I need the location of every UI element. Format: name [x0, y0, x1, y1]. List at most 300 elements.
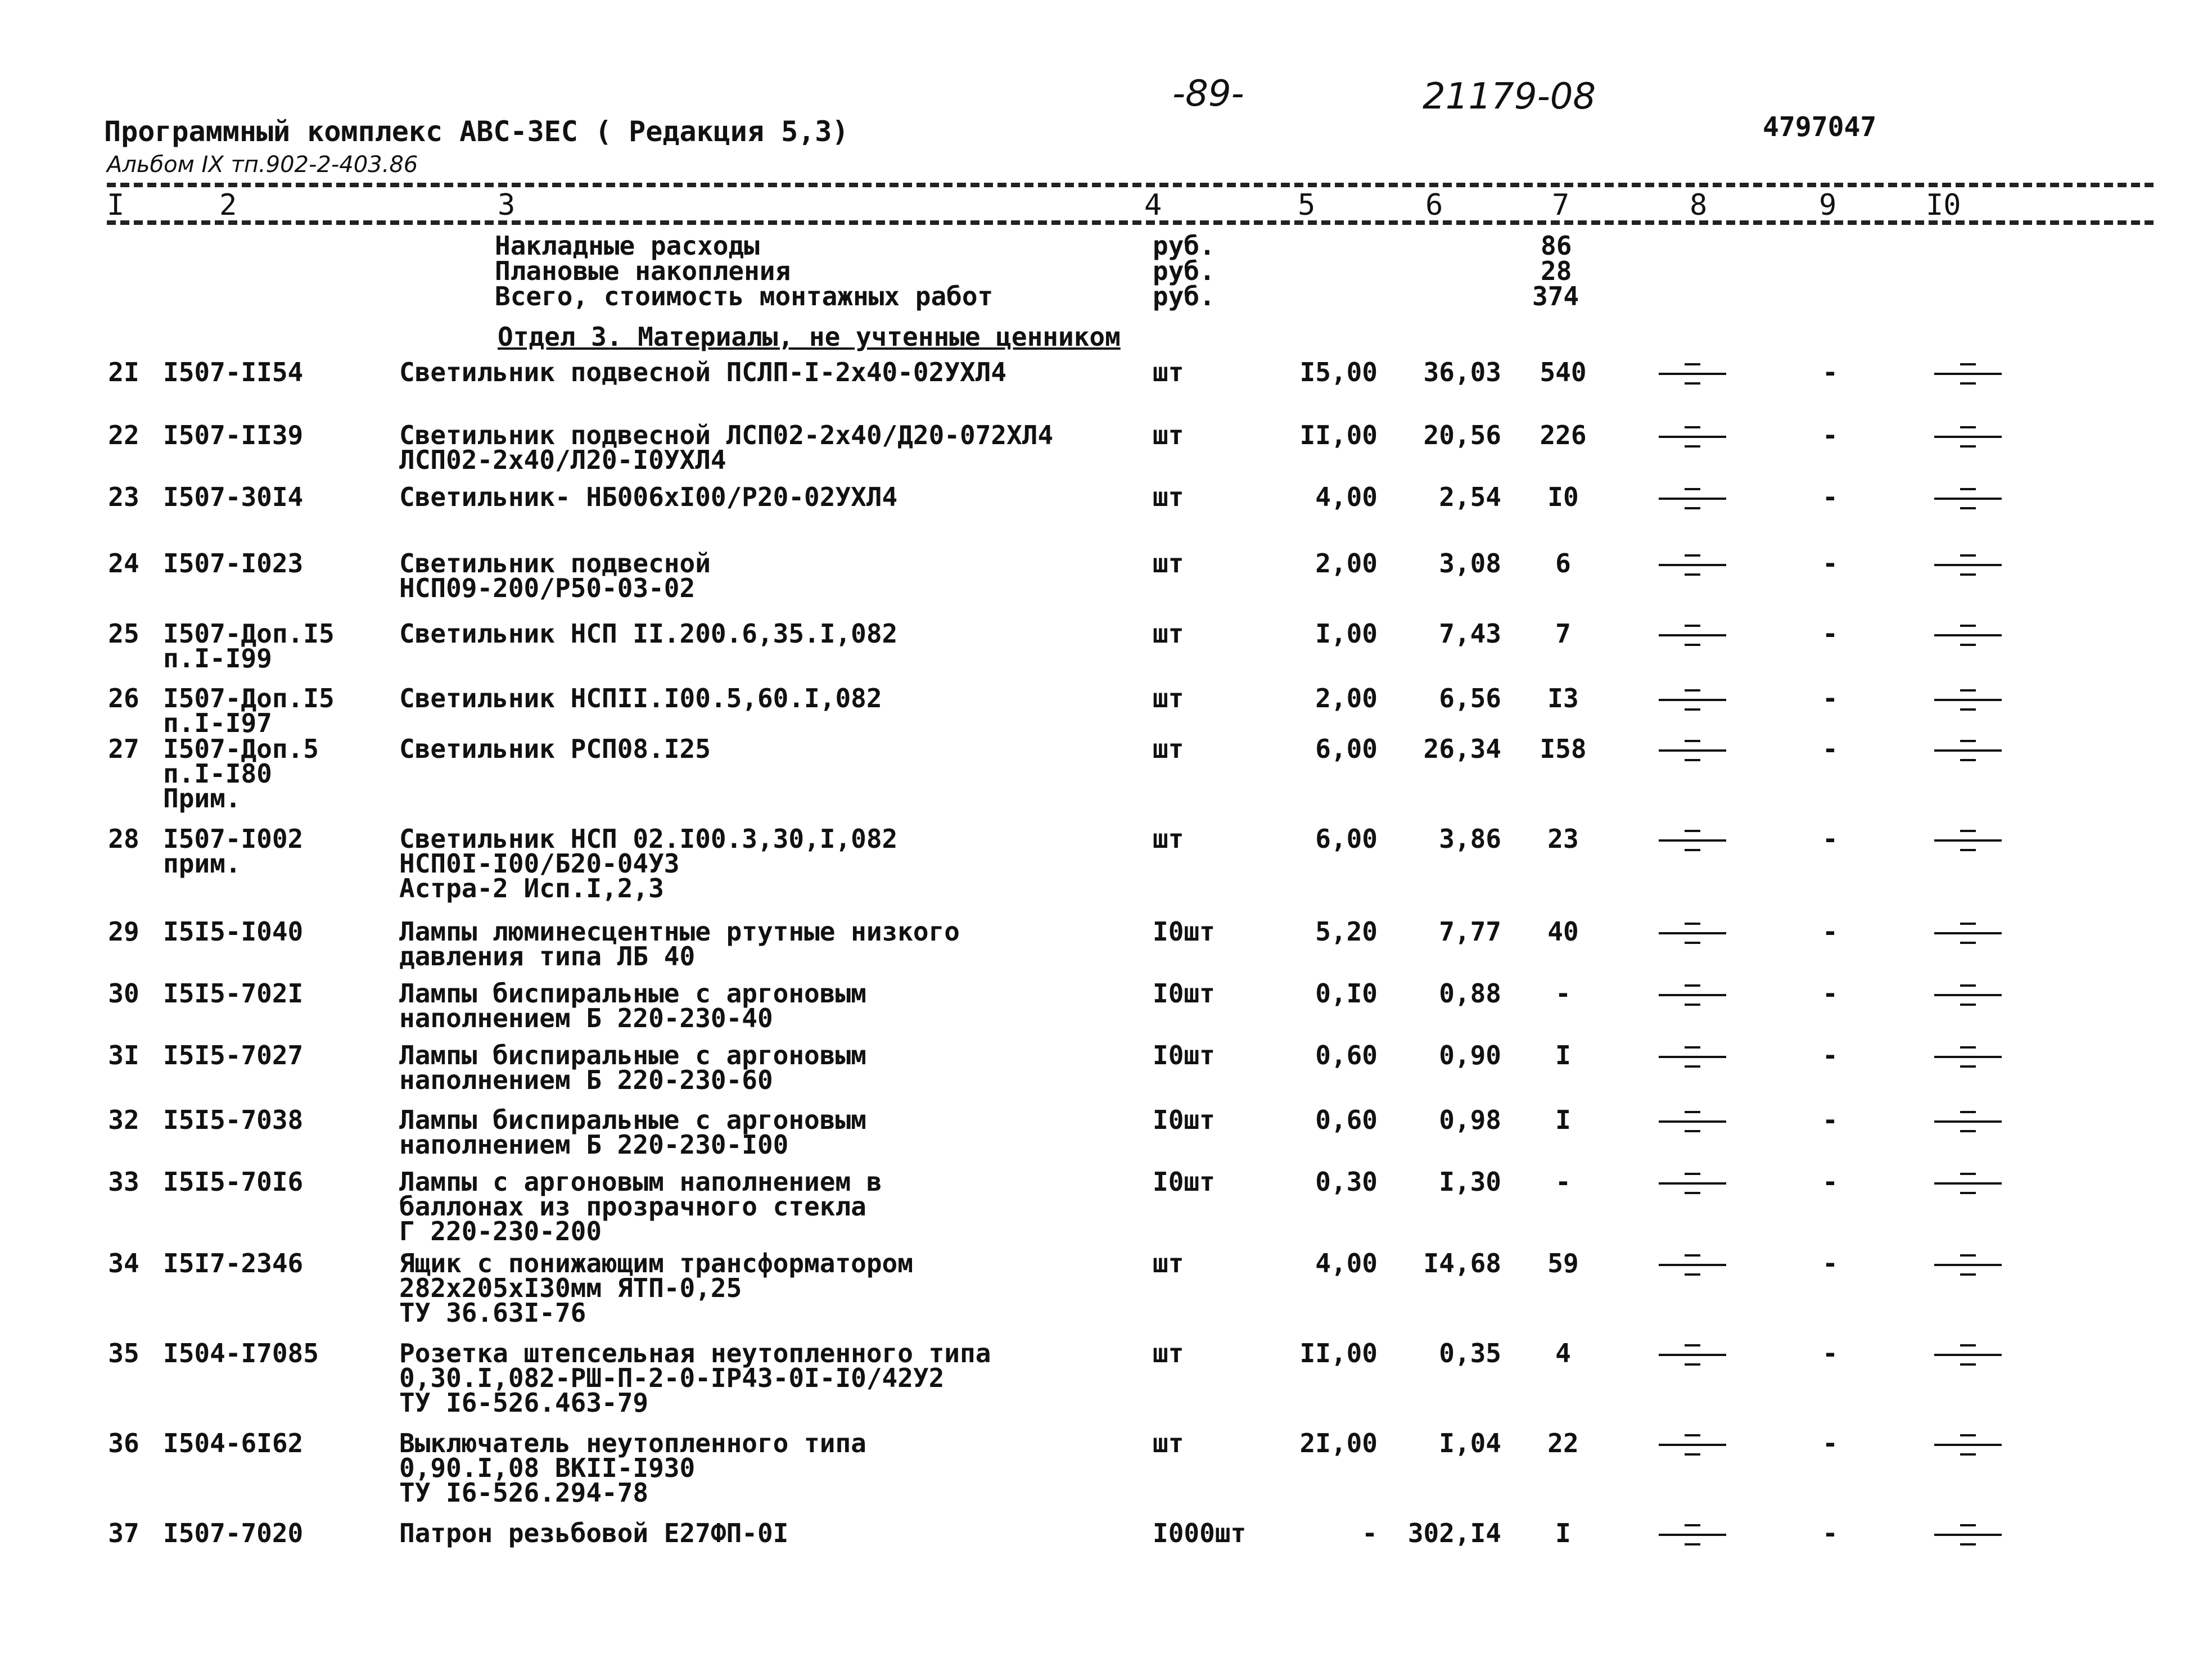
fraction-denominator-dash: [1960, 1543, 1976, 1545]
row-description-line: ЛСП02-2х40/Л20-I0УХЛ4: [399, 445, 726, 475]
row-code-line: Прим.: [163, 783, 241, 814]
fraction-numerator-dash: [1685, 1111, 1700, 1113]
col-9: 9: [1819, 188, 1837, 222]
row-col5: 2I,00: [1299, 1428, 1378, 1458]
fraction-numerator-dash: [1960, 426, 1976, 428]
summary-unit: руб.: [1153, 231, 1215, 261]
album-label: Альбом IX тп.902-2-403.86: [107, 152, 418, 178]
fraction-numerator-dash: [1685, 1173, 1700, 1175]
fraction-denominator-dash: [1960, 1130, 1976, 1132]
fraction-bar: [1659, 1056, 1726, 1058]
fraction-mark: [1934, 683, 2002, 716]
header-bottom-rule: [107, 220, 2154, 225]
row-description-line: Лампы люминесцентные ртутные низкого: [399, 916, 960, 947]
fraction-bar: [1934, 564, 2002, 566]
fraction-numerator-dash: [1960, 740, 1976, 742]
row-unit: I0шт: [1153, 1167, 1215, 1197]
row-description-line: наполнением Б 220-230-I00: [399, 1129, 789, 1160]
row-description-line: НСП09-200/Р50-03-02: [399, 573, 696, 603]
document-code: 21179-08: [1423, 76, 1596, 118]
fraction-denominator-dash: [1960, 759, 1976, 761]
fraction-numerator-dash: [1960, 689, 1976, 692]
row-code-line: I5I7-2346: [163, 1248, 304, 1278]
fraction-numerator-dash: [1960, 1524, 1976, 1526]
fraction-bar: [1934, 699, 2002, 701]
fraction-numerator-dash: [1960, 1344, 1976, 1346]
row-col7: 540: [1540, 357, 1587, 387]
fraction-mark: [1934, 733, 2002, 767]
row-description-line: Светильник НСП 02.I00.3,30,I,082: [399, 824, 898, 854]
row-description-line: 282х205хI30мм ЯТП-0,25: [399, 1273, 742, 1303]
row-col5: 0,60: [1315, 1105, 1378, 1135]
summary-unit: руб.: [1153, 281, 1215, 311]
fraction-bar: [1934, 1056, 2002, 1058]
row-description-line: Астра-2 Исп.I,2,3: [399, 873, 664, 903]
row-col5: 5,20: [1315, 916, 1378, 947]
fraction-denominator-dash: [1685, 759, 1700, 761]
fraction-bar: [1934, 1444, 2002, 1446]
fraction-numerator-dash: [1960, 1434, 1976, 1436]
fraction-numerator-dash: [1960, 830, 1976, 832]
fraction-denominator-dash: [1960, 382, 1976, 385]
row-code-line: I504-6I62: [163, 1428, 304, 1458]
row-col6: I,04: [1439, 1428, 1501, 1458]
fraction-denominator-dash: [1685, 573, 1700, 576]
row-description-line: 0,90.I,08 ВКII-I930: [399, 1453, 696, 1483]
row-col7: I: [1555, 1040, 1571, 1070]
row-code: [163, 420, 304, 450]
row-code-line: I507-II54: [163, 357, 304, 387]
summary-value: 28: [1541, 256, 1572, 286]
fraction-denominator-dash: [1960, 1065, 1976, 1068]
row-col7: -: [1555, 1167, 1571, 1197]
row-code: [163, 1105, 304, 1135]
row-code-line: I507-II39: [163, 420, 304, 450]
row-description-line: Светильник подвесной: [399, 548, 711, 579]
fraction-mark: [1659, 1517, 1726, 1551]
fraction-mark: [1659, 356, 1726, 390]
fraction-denominator-dash: [1685, 1130, 1700, 1132]
fraction-bar: [1934, 436, 2002, 438]
row-code-line: п.I-I80: [163, 758, 272, 789]
fraction-bar: [1659, 932, 1726, 934]
fraction-denominator-dash: [1685, 1192, 1700, 1194]
col-10: I0: [1926, 188, 1961, 222]
fraction-numerator-dash: [1960, 984, 1976, 987]
row-col9: -: [1822, 618, 1838, 649]
col-5: 5: [1298, 188, 1316, 222]
row-col6: 302,I4: [1407, 1518, 1501, 1548]
row-description: [399, 1105, 866, 1160]
fraction-mark: [1659, 978, 1726, 1011]
row-description: [399, 618, 898, 649]
fraction-mark: [1659, 916, 1726, 950]
fraction-denominator-dash: [1960, 1004, 1976, 1006]
fraction-bar: [1659, 994, 1726, 996]
fraction-numerator-dash: [1960, 1254, 1976, 1257]
row-description-line: давления типа ЛБ 40: [399, 941, 696, 971]
fraction-mark: [1659, 1427, 1726, 1461]
row-unit: шт: [1153, 1428, 1184, 1458]
row-col6: 0,88: [1439, 978, 1501, 1009]
row-number: 36: [108, 1428, 139, 1458]
fraction-denominator-dash: [1960, 942, 1976, 944]
row-description-line: Патрон резьбовой Е27ФП-0I: [399, 1518, 789, 1548]
fraction-denominator-dash: [1685, 1543, 1700, 1545]
row-code: [163, 1040, 304, 1070]
summary-label: Накладные расходы: [495, 231, 760, 261]
row-col9: -: [1822, 824, 1838, 854]
fraction-bar: [1934, 1120, 2002, 1123]
row-description-line: наполнением Б 220-230-40: [399, 1003, 773, 1033]
fraction-denominator-dash: [1685, 382, 1700, 385]
fraction-mark: [1934, 823, 2002, 857]
fraction-denominator-dash: [1685, 849, 1700, 851]
row-code-line: I504-I7085: [163, 1338, 319, 1368]
row-code-line: I507-Доп.I5: [163, 683, 335, 713]
fraction-mark: [1934, 1337, 2002, 1371]
summary-value: 86: [1541, 231, 1572, 261]
row-col9: -: [1822, 683, 1838, 713]
row-col6: 26,34: [1423, 734, 1501, 764]
fraction-bar: [1659, 1120, 1726, 1123]
row-code: [163, 1167, 304, 1197]
row-col7: 22: [1547, 1428, 1579, 1458]
fraction-numerator-dash: [1685, 625, 1700, 627]
row-description: [399, 683, 882, 713]
fraction-bar: [1934, 373, 2002, 375]
fraction-bar: [1659, 1354, 1726, 1356]
fraction-denominator-dash: [1960, 573, 1976, 576]
fraction-mark: [1934, 618, 2002, 652]
row-col5: 0,I0: [1315, 978, 1378, 1009]
fraction-bar: [1659, 699, 1726, 701]
fraction-numerator-dash: [1685, 1524, 1700, 1526]
row-description-line: ТУ I6-526.463-79: [399, 1388, 649, 1418]
fraction-numerator-dash: [1685, 363, 1700, 365]
row-description-line: Лампы биспиральные с аргоновым: [399, 1105, 866, 1135]
row-code: [163, 978, 304, 1009]
row-col6: 7,77: [1439, 916, 1501, 947]
fraction-mark: [1934, 419, 2002, 453]
row-col9: -: [1822, 1518, 1838, 1548]
row-unit: шт: [1153, 1248, 1184, 1278]
fraction-numerator-dash: [1960, 923, 1976, 925]
row-code-line: I507-7020: [163, 1518, 304, 1548]
fraction-denominator-dash: [1685, 1004, 1700, 1006]
fraction-denominator-dash: [1685, 1453, 1700, 1456]
fraction-bar: [1659, 564, 1726, 566]
row-description-line: ТУ 36.63I-76: [399, 1298, 586, 1328]
row-col7: I58: [1540, 734, 1587, 764]
row-description-line: Светильник РСП08.I25: [399, 734, 711, 764]
row-col6: 0,90: [1439, 1040, 1501, 1070]
row-number: 34: [108, 1248, 139, 1278]
row-col6: 2,54: [1439, 482, 1501, 512]
row-number: 33: [108, 1167, 139, 1197]
row-col7: 23: [1547, 824, 1579, 854]
row-col5: 2,00: [1315, 683, 1378, 713]
row-description: [399, 1248, 913, 1328]
row-col7: 40: [1547, 916, 1579, 947]
fraction-numerator-dash: [1685, 740, 1700, 742]
row-col5: II,00: [1299, 420, 1378, 450]
row-col9: -: [1822, 1248, 1838, 1278]
fraction-denominator-dash: [1685, 507, 1700, 509]
fraction-denominator-dash: [1960, 445, 1976, 448]
row-col7: 7: [1555, 618, 1571, 649]
fraction-bar: [1934, 498, 2002, 500]
fraction-mark: [1659, 419, 1726, 453]
section-title: Отдел 3. Материалы, не учтенные ценником: [498, 322, 1121, 352]
row-number: 2I: [108, 357, 139, 387]
row-description-line: наполнением Б 220-230-60: [399, 1065, 773, 1095]
col-8: 8: [1690, 188, 1708, 222]
row-number: 28: [108, 824, 139, 854]
fraction-bar: [1934, 1534, 2002, 1536]
fraction-denominator-dash: [1960, 1192, 1976, 1194]
col-1: I: [107, 188, 125, 222]
row-col7: I: [1555, 1105, 1571, 1135]
row-code-line: п.I-I97: [163, 708, 272, 738]
row-col5: I,00: [1315, 618, 1378, 649]
fraction-mark: [1934, 356, 2002, 390]
row-description: [399, 978, 866, 1033]
row-number: 37: [108, 1518, 139, 1548]
row-description: [399, 826, 897, 901]
row-code: [163, 1338, 319, 1368]
fraction-denominator-dash: [1960, 849, 1976, 851]
row-description-line: Светильник- НБ006хI00/Р20-02УХЛ4: [399, 482, 898, 512]
row-unit: I000шт: [1153, 1518, 1247, 1548]
row-code: [163, 1248, 304, 1278]
fraction-bar: [1934, 994, 2002, 996]
row-col6: I,30: [1439, 1167, 1501, 1197]
row-description-line: Светильник подвесной ПСЛП-I-2х40-02УХЛ4: [399, 357, 1007, 387]
summary-label: Всего, стоимость монтажных работ: [495, 281, 994, 311]
row-description: [399, 916, 960, 971]
row-col9: -: [1822, 1167, 1838, 1197]
row-unit: шт: [1153, 548, 1184, 579]
row-code-line: I5I5-702I: [163, 978, 304, 1009]
fraction-mark: [1659, 1337, 1726, 1371]
row-code-line: I507-30I4: [163, 482, 304, 512]
fraction-denominator-dash: [1685, 1363, 1700, 1366]
row-description-line: Лампы биспиральные с аргоновым: [399, 1040, 866, 1070]
row-code: [163, 548, 304, 579]
fraction-numerator-dash: [1685, 689, 1700, 692]
row-col5: 4,00: [1315, 1248, 1378, 1278]
row-code-line: I5I5-7038: [163, 1105, 304, 1135]
row-col5: 0,30: [1315, 1167, 1378, 1197]
row-code-line: I5I5-7027: [163, 1040, 304, 1070]
row-description-line: Лампы с аргоновым наполнением в: [399, 1167, 882, 1197]
row-col5: -: [1362, 1518, 1378, 1548]
row-col6: 3,86: [1439, 824, 1501, 854]
fraction-denominator-dash: [1685, 1273, 1700, 1276]
row-code: [163, 1428, 304, 1458]
fraction-mark: [1934, 1166, 2002, 1200]
row-col6: 0,35: [1439, 1338, 1501, 1368]
row-description: [399, 1040, 866, 1095]
row-description: [399, 482, 898, 512]
fraction-denominator-dash: [1960, 507, 1976, 509]
row-code: [163, 1518, 304, 1548]
row-description-line: 0,30.I,082-РШ-П-2-0-IP43-0I-I0/42У2: [399, 1363, 945, 1393]
fraction-bar: [1659, 1182, 1726, 1185]
row-col9: -: [1822, 482, 1838, 512]
page-number: -89-: [1172, 73, 1244, 115]
row-description-line: баллонах из прозрачного стекла: [399, 1191, 866, 1222]
row-col6: 7,43: [1439, 618, 1501, 649]
fraction-bar: [1934, 932, 2002, 934]
fraction-numerator-dash: [1685, 554, 1700, 557]
row-col7: 59: [1547, 1248, 1579, 1278]
fraction-bar: [1659, 839, 1726, 842]
row-description-line: Розетка штепсельная неутопленного типа: [399, 1338, 991, 1368]
row-number: 22: [108, 420, 139, 450]
row-unit: шт: [1153, 618, 1184, 649]
row-col9: -: [1822, 1105, 1838, 1135]
fraction-denominator-dash: [1960, 1273, 1976, 1276]
row-col7: 4: [1555, 1338, 1571, 1368]
fraction-bar: [1659, 436, 1726, 438]
row-col7: I3: [1547, 683, 1579, 713]
row-description-line: Г 220-230-200: [399, 1216, 602, 1246]
fraction-denominator-dash: [1685, 942, 1700, 944]
row-code: [163, 482, 304, 512]
row-description-line: Лампы биспиральные с аргоновым: [399, 978, 866, 1009]
col-3: 3: [498, 188, 516, 222]
fraction-denominator-dash: [1960, 1363, 1976, 1366]
fraction-mark: [1934, 481, 2002, 515]
fraction-denominator-dash: [1685, 644, 1700, 646]
row-number: 3I: [108, 1040, 139, 1070]
row-number: 23: [108, 482, 139, 512]
col-6: 6: [1425, 188, 1443, 222]
row-col9: -: [1822, 420, 1838, 450]
fraction-numerator-dash: [1960, 554, 1976, 557]
fraction-numerator-dash: [1960, 488, 1976, 490]
row-description-line: Светильник подвесной ЛСП02-2х40/Д20-072ХЛ4: [399, 420, 1054, 450]
row-col9: -: [1822, 978, 1838, 1009]
fraction-numerator-dash: [1685, 1344, 1700, 1346]
fraction-mark: [1659, 733, 1726, 767]
fraction-bar: [1934, 1182, 2002, 1185]
row-description: [399, 420, 1054, 475]
row-code: [163, 824, 304, 879]
fraction-numerator-dash: [1685, 488, 1700, 490]
row-unit: шт: [1153, 734, 1184, 764]
col-4: 4: [1144, 188, 1162, 222]
row-unit: шт: [1153, 482, 1184, 512]
row-code-line: прим.: [163, 848, 241, 879]
fraction-bar: [1659, 634, 1726, 636]
row-number: 30: [108, 978, 139, 1009]
fraction-mark: [1934, 548, 2002, 581]
row-col9: -: [1822, 357, 1838, 387]
fraction-mark: [1659, 1248, 1726, 1281]
row-col6: 3,08: [1439, 548, 1501, 579]
row-col5: 4,00: [1315, 482, 1378, 512]
row-number: 35: [108, 1338, 139, 1368]
row-description: [399, 734, 711, 764]
row-unit: I0шт: [1153, 978, 1215, 1009]
row-code-line: I507-Доп.I5: [163, 618, 335, 649]
fraction-mark: [1934, 978, 2002, 1011]
fraction-bar: [1659, 1264, 1726, 1266]
row-col6: 36,03: [1423, 357, 1501, 387]
fraction-bar: [1659, 749, 1726, 752]
fraction-mark: [1934, 1427, 2002, 1461]
row-number: 24: [108, 548, 139, 579]
row-col5: 2,00: [1315, 548, 1378, 579]
fraction-mark: [1659, 1166, 1726, 1200]
row-number: 29: [108, 916, 139, 947]
row-unit: I0шт: [1153, 1105, 1215, 1135]
fraction-bar: [1659, 498, 1726, 500]
fraction-bar: [1659, 1534, 1726, 1536]
row-description: [399, 548, 711, 603]
row-unit: шт: [1153, 420, 1184, 450]
fraction-mark: [1934, 1040, 2002, 1073]
row-code-line: п.I-I99: [163, 643, 272, 674]
row-col9: -: [1822, 548, 1838, 579]
row-unit: I0шт: [1153, 1040, 1215, 1070]
fraction-bar: [1934, 1354, 2002, 1356]
row-description-line: ТУ I6-526.294-78: [399, 1477, 649, 1508]
fraction-numerator-dash: [1685, 984, 1700, 987]
fraction-numerator-dash: [1960, 1111, 1976, 1113]
program-label: Программный комплекс АВС-ЗЕС ( Редакция 5,3): [104, 115, 849, 148]
row-col6: 20,56: [1423, 420, 1501, 450]
row-code: [163, 683, 335, 738]
fraction-bar: [1659, 373, 1726, 375]
fraction-mark: [1659, 481, 1726, 515]
fraction-numerator-dash: [1685, 426, 1700, 428]
row-col9: -: [1822, 734, 1838, 764]
fraction-numerator-dash: [1685, 1434, 1700, 1436]
row-unit: шт: [1153, 683, 1184, 713]
fraction-mark: [1659, 1040, 1726, 1073]
header-top-rule: [107, 183, 2154, 187]
row-col5: II,00: [1299, 1338, 1378, 1368]
row-code-line: I5I5-70I6: [163, 1167, 304, 1197]
fraction-mark: [1659, 1104, 1726, 1138]
summary-value: 374: [1532, 281, 1579, 311]
row-col5: 0,60: [1315, 1040, 1378, 1070]
row-description-line: Светильник НСПII.I00.5,60.I,082: [399, 683, 882, 713]
row-col9: -: [1822, 1428, 1838, 1458]
row-number: 26: [108, 683, 139, 713]
row-code: [163, 916, 304, 947]
row-col5: 6,00: [1315, 734, 1378, 764]
row-col9: -: [1822, 1338, 1838, 1368]
row-col7: I: [1555, 1518, 1571, 1548]
fraction-denominator-dash: [1960, 708, 1976, 711]
fraction-mark: [1934, 1517, 2002, 1551]
row-code-line: I507-I002: [163, 824, 304, 854]
col-7: 7: [1552, 188, 1570, 222]
fraction-denominator-dash: [1685, 445, 1700, 448]
row-number: 32: [108, 1105, 139, 1135]
fraction-bar: [1934, 749, 2002, 752]
fraction-bar: [1934, 1264, 2002, 1266]
summary-label: Плановые накопления: [495, 256, 791, 286]
fraction-mark: [1659, 823, 1726, 857]
row-col7: 6: [1555, 548, 1571, 579]
fraction-denominator-dash: [1685, 708, 1700, 711]
